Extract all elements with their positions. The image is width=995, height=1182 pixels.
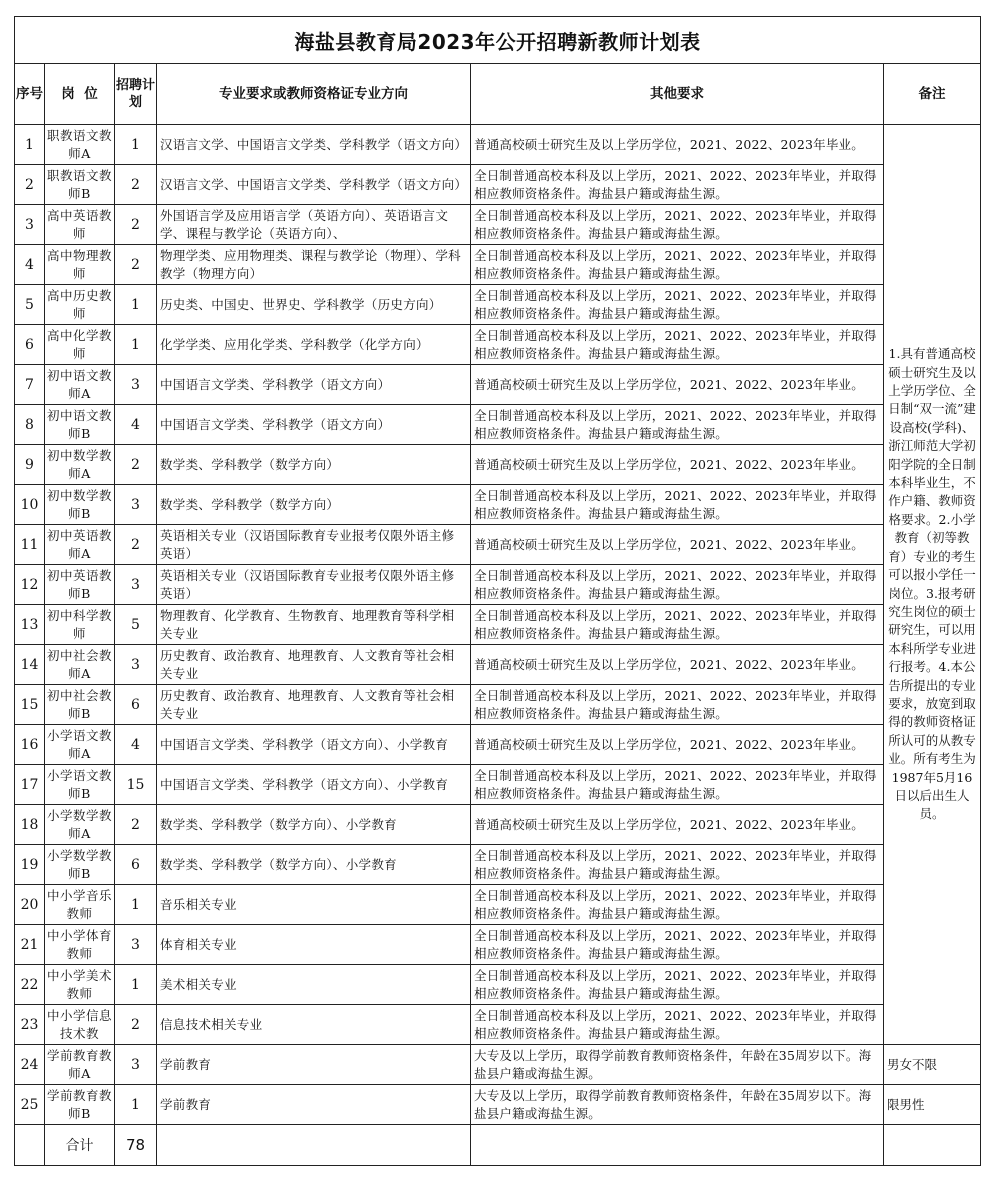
header-plan: 招聘计划 [115, 64, 157, 125]
row-no: 3 [15, 205, 45, 245]
table-row [15, 765, 981, 805]
row-major: 外国语言学及应用语言学（英语方向）、英语语言文学、课程与教学论（英语方向）、 [157, 205, 471, 245]
row-post: 初中语文教师B [45, 405, 115, 445]
table-row [15, 125, 981, 165]
row-post: 高中物理教师 [45, 245, 115, 285]
row-other: 全日制普通高校本科及以上学历，2021、2022、2023年毕业，并取得相应教师资格条件。海盐县户籍或海盐生源。 [471, 1005, 884, 1045]
row-other: 全日制普通高校本科及以上学历，2021、2022、2023年毕业，并取得相应教师资格条件。海盐县户籍或海盐生源。 [471, 885, 884, 925]
row-other: 普通高校硕士研究生及以上学历学位，2021、2022、2023年毕业。 [471, 725, 884, 765]
row-post: 职教语文教师B [45, 165, 115, 205]
row-no: 18 [15, 805, 45, 845]
row-major: 中国语言文学类、学科教学（语文方向） [157, 365, 471, 405]
row-plan: 2 [115, 1005, 157, 1045]
row-post: 初中英语教师B [45, 565, 115, 605]
row-major: 体育相关专业 [157, 925, 471, 965]
row-major: 英语相关专业（汉语国际教育专业报考仅限外语主修英语） [157, 525, 471, 565]
row-no: 2 [15, 165, 45, 205]
header-major: 专业要求或教师资格证专业方向 [157, 64, 471, 125]
row-major: 汉语言文学、中国语言文学类、学科教学（语文方向） [157, 165, 471, 205]
row-plan: 5 [115, 605, 157, 645]
row-post: 高中化学教师 [45, 325, 115, 365]
table-row [15, 725, 981, 765]
table-row [15, 485, 981, 525]
row-plan: 3 [115, 365, 157, 405]
row-post: 初中社会教师A [45, 645, 115, 685]
header-remark: 备注 [884, 64, 981, 125]
row-major: 历史教育、政治教育、地理教育、人文教育等社会相关专业 [157, 645, 471, 685]
row-other: 普通高校硕士研究生及以上学历学位，2021、2022、2023年毕业。 [471, 125, 884, 165]
row-other: 全日制普通高校本科及以上学历，2021、2022、2023年毕业，并取得相应教师资格条件。海盐县户籍或海盐生源。 [471, 845, 884, 885]
table-row [15, 565, 981, 605]
row-other: 全日制普通高校本科及以上学历，2021、2022、2023年毕业，并取得相应教师资格条件。海盐县户籍或海盐生源。 [471, 765, 884, 805]
row-no: 1 [15, 125, 45, 165]
row-plan: 1 [115, 325, 157, 365]
row-other: 全日制普通高校本科及以上学历，2021、2022、2023年毕业，并取得相应教师资格条件。海盐县户籍或海盐生源。 [471, 405, 884, 445]
row-major: 数学类、学科教学（数学方向） [157, 485, 471, 525]
row-plan: 2 [115, 445, 157, 485]
row-plan: 3 [115, 645, 157, 685]
row-other: 普通高校硕士研究生及以上学历学位，2021、2022、2023年毕业。 [471, 645, 884, 685]
row-plan: 6 [115, 845, 157, 885]
row-major: 学前教育 [157, 1045, 471, 1085]
row-plan: 3 [115, 1045, 157, 1085]
row-post: 初中社会教师B [45, 685, 115, 725]
row-no: 4 [15, 245, 45, 285]
row-no: 11 [15, 525, 45, 565]
row-major: 数学类、学科教学（数学方向）、小学教育 [157, 805, 471, 845]
row-other: 普通高校硕士研究生及以上学历学位，2021、2022、2023年毕业。 [471, 365, 884, 405]
table-row [15, 325, 981, 365]
row-major: 中国语言文学类、学科教学（语文方向） [157, 405, 471, 445]
header-other: 其他要求 [471, 64, 884, 125]
table-row [15, 885, 981, 925]
row-no: 9 [15, 445, 45, 485]
row-other: 全日制普通高校本科及以上学历，2021、2022、2023年毕业，并取得相应教师资格条件。海盐县户籍或海盐生源。 [471, 925, 884, 965]
row-plan: 15 [115, 765, 157, 805]
row-plan: 4 [115, 725, 157, 765]
row-no: 15 [15, 685, 45, 725]
row-major: 物理学类、应用物理类、课程与教学论（物理）、学科教学（物理方向） [157, 245, 471, 285]
row-major: 信息技术相关专业 [157, 1005, 471, 1045]
row-other: 全日制普通高校本科及以上学历，2021、2022、2023年毕业，并取得相应教师资格条件。海盐县户籍或海盐生源。 [471, 965, 884, 1005]
row-post: 小学语文教师A [45, 725, 115, 765]
row-plan: 2 [115, 165, 157, 205]
row-plan: 1 [115, 285, 157, 325]
table-row [15, 965, 981, 1005]
table-row [15, 805, 981, 845]
table-body [15, 125, 981, 1125]
row-post: 初中数学教师A [45, 445, 115, 485]
row-plan: 2 [115, 205, 157, 245]
table-row [15, 405, 981, 445]
total-blank-remark [884, 1125, 981, 1166]
row-major: 数学类、学科教学（数学方向）、小学教育 [157, 845, 471, 885]
row-other: 全日制普通高校本科及以上学历，2021、2022、2023年毕业，并取得相应教师资格条件。海盐县户籍或海盐生源。 [471, 605, 884, 645]
row-major: 学前教育 [157, 1085, 471, 1125]
row-other: 全日制普通高校本科及以上学历，2021、2022、2023年毕业，并取得相应教师资格条件。海盐县户籍或海盐生源。 [471, 325, 884, 365]
table-row [15, 165, 981, 205]
row-major: 数学类、学科教学（数学方向） [157, 445, 471, 485]
total-blank-major [157, 1125, 471, 1166]
row-plan: 3 [115, 565, 157, 605]
total-blank-cell [15, 1125, 45, 1166]
remark-24: 男女不限 [884, 1045, 981, 1085]
row-no: 16 [15, 725, 45, 765]
row-plan: 1 [115, 1085, 157, 1125]
row-other: 全日制普通高校本科及以上学历，2021、2022、2023年毕业，并取得相应教师资格条件。海盐县户籍或海盐生源。 [471, 165, 884, 205]
total-row [15, 1125, 981, 1166]
row-other: 普通高校硕士研究生及以上学历学位，2021、2022、2023年毕业。 [471, 445, 884, 485]
row-plan: 2 [115, 805, 157, 845]
row-post: 职教语文教师A [45, 125, 115, 165]
row-other: 全日制普通高校本科及以上学历，2021、2022、2023年毕业，并取得相应教师资格条件。海盐县户籍或海盐生源。 [471, 685, 884, 725]
row-other: 普通高校硕士研究生及以上学历学位，2021、2022、2023年毕业。 [471, 805, 884, 845]
row-post: 高中历史教师 [45, 285, 115, 325]
table-row [15, 245, 981, 285]
row-no: 22 [15, 965, 45, 1005]
row-post: 学前教育教师B [45, 1085, 115, 1125]
row-post: 中小学音乐教师 [45, 885, 115, 925]
row-plan: 4 [115, 405, 157, 445]
row-no: 20 [15, 885, 45, 925]
total-label: 合计 [45, 1125, 115, 1166]
row-major: 历史教育、政治教育、地理教育、人文教育等社会相关专业 [157, 685, 471, 725]
table-row [15, 845, 981, 885]
row-post: 中小学体育教师 [45, 925, 115, 965]
row-other: 全日制普通高校本科及以上学历，2021、2022、2023年毕业，并取得相应教师资格条件。海盐县户籍或海盐生源。 [471, 285, 884, 325]
row-plan: 3 [115, 485, 157, 525]
row-other: 全日制普通高校本科及以上学历，2021、2022、2023年毕业，并取得相应教师资格条件。海盐县户籍或海盐生源。 [471, 485, 884, 525]
row-plan: 1 [115, 965, 157, 1005]
header-post: 岗 位 [45, 64, 115, 125]
table-row [15, 645, 981, 685]
row-post: 中小学美术教师 [45, 965, 115, 1005]
row-no: 23 [15, 1005, 45, 1045]
row-major: 化学学类、应用化学类、学科教学（化学方向） [157, 325, 471, 365]
remark-25: 限男性 [884, 1085, 981, 1125]
row-plan: 1 [115, 885, 157, 925]
row-other: 全日制普通高校本科及以上学历，2021、2022、2023年毕业，并取得相应教师资格条件。海盐县户籍或海盐生源。 [471, 245, 884, 285]
row-no: 24 [15, 1045, 45, 1085]
row-post: 初中英语教师A [45, 525, 115, 565]
header-no: 序号 [15, 64, 45, 125]
row-no: 8 [15, 405, 45, 445]
row-no: 10 [15, 485, 45, 525]
table-row [15, 205, 981, 245]
row-other: 全日制普通高校本科及以上学历，2021、2022、2023年毕业，并取得相应教师资格条件。海盐县户籍或海盐生源。 [471, 565, 884, 605]
row-major: 中国语言文学类、学科教学（语文方向）、小学教育 [157, 765, 471, 805]
row-plan: 2 [115, 245, 157, 285]
row-plan: 1 [115, 125, 157, 165]
row-major: 音乐相关专业 [157, 885, 471, 925]
row-major: 美术相关专业 [157, 965, 471, 1005]
row-post: 小学数学教师B [45, 845, 115, 885]
table-row [15, 1045, 981, 1085]
row-post: 中小学信息技术教 [45, 1005, 115, 1045]
row-major: 物理教育、化学教育、生物教育、地理教育等科学相关专业 [157, 605, 471, 645]
page-title: 海盐县教育局2023年公开招聘新教师计划表 [15, 17, 981, 64]
row-no: 17 [15, 765, 45, 805]
row-major: 英语相关专业（汉语国际教育专业报考仅限外语主修英语） [157, 565, 471, 605]
row-major: 中国语言文学类、学科教学（语文方向）、小学教育 [157, 725, 471, 765]
row-post: 初中语文教师A [45, 365, 115, 405]
row-no: 5 [15, 285, 45, 325]
row-no: 14 [15, 645, 45, 685]
row-major: 汉语言文学、中国语言文学类、学科教学（语文方向） [157, 125, 471, 165]
row-no: 25 [15, 1085, 45, 1125]
row-no: 13 [15, 605, 45, 645]
row-no: 7 [15, 365, 45, 405]
row-plan: 6 [115, 685, 157, 725]
table-row [15, 365, 981, 405]
row-plan: 2 [115, 525, 157, 565]
table-row [15, 685, 981, 725]
row-no: 6 [15, 325, 45, 365]
total-value: 78 [115, 1125, 157, 1166]
table-row [15, 1085, 981, 1125]
row-post: 初中科学教师 [45, 605, 115, 645]
row-no: 12 [15, 565, 45, 605]
row-post: 高中英语教师 [45, 205, 115, 245]
row-other: 全日制普通高校本科及以上学历，2021、2022、2023年毕业，并取得相应教师资格条件。海盐县户籍或海盐生源。 [471, 205, 884, 245]
table-row [15, 285, 981, 325]
row-no: 21 [15, 925, 45, 965]
table-row [15, 445, 981, 485]
row-other: 大专及以上学历，取得学前教育教师资格条件，年龄在35周岁以下。海盐县户籍或海盐生源。 [471, 1045, 884, 1085]
row-no: 19 [15, 845, 45, 885]
row-post: 初中数学教师B [45, 485, 115, 525]
row-post: 小学数学教师A [45, 805, 115, 845]
recruitment-plan-table [14, 16, 981, 1166]
total-blank-other [471, 1125, 884, 1166]
row-major: 历史类、中国史、世界史、学科教学（历史方向） [157, 285, 471, 325]
row-post: 小学语文教师B [45, 765, 115, 805]
table-row [15, 925, 981, 965]
row-other: 普通高校硕士研究生及以上学历学位，2021、2022、2023年毕业。 [471, 525, 884, 565]
table-row [15, 525, 981, 565]
table-row [15, 605, 981, 645]
row-plan: 3 [115, 925, 157, 965]
remark-merged: 1.具有普通高校硕士研究生及以上学历学位、全日制“双一流”建设高校(学科)、浙江师范大学初阳学院的全日制本科毕业生，不作户籍、教师资格要求。2.小学教育（初等教育）专业的考生可以报小学任一岗位。3.报考研究生岗位的硕士研究生，可以用本科所学专业进行报考。4.本公告所提出的专业要求，放宽到取得的教师资格证所认可的从教专业。所有考生为1987年5月16日以后出生人员。 [884, 125, 981, 1045]
row-other: 大专及以上学历，取得学前教育教师资格条件，年龄在35周岁以下。海盐县户籍或海盐生源。 [471, 1085, 884, 1125]
table-row [15, 1005, 981, 1045]
row-post: 学前教育教师A [45, 1045, 115, 1085]
